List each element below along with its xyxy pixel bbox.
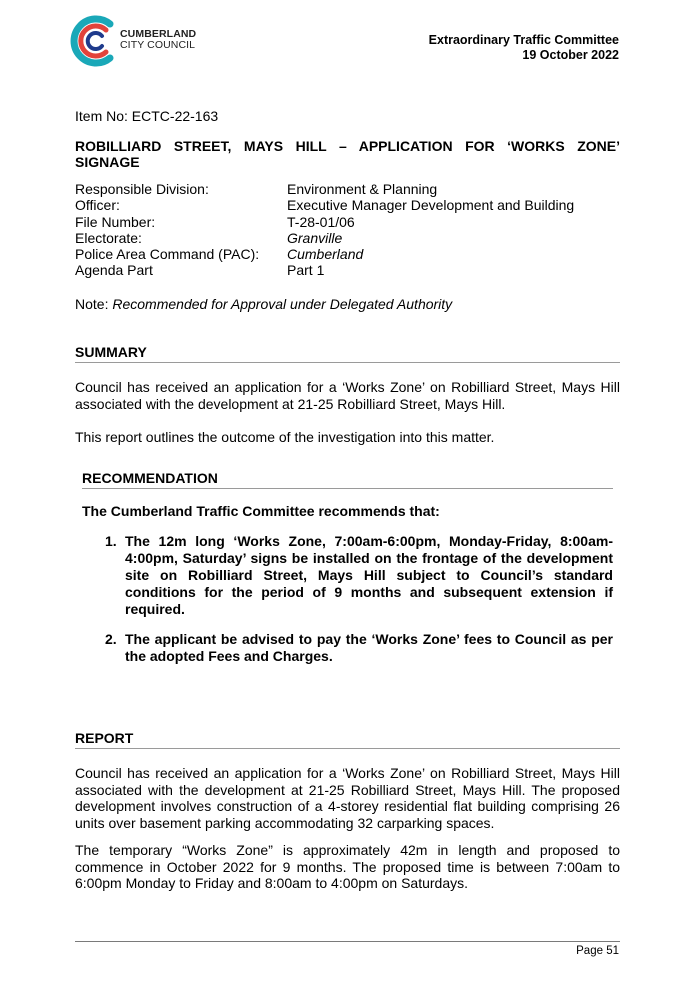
title-line2: SIGNAGE xyxy=(75,154,140,170)
summary-paragraph: Council has received an application for a ‘Works Zone’ on Robilliard Street, Mays Hill associated with the development at 21-25 Robilliard Street, Mays Hill. xyxy=(75,379,620,412)
recommendation-text: The 12m long ‘Works Zone, 7:00am-6:00pm, Monday-Friday, 8:00am-4:00pm, Saturday’ signs be installed on the frontage of the development site on Robilliard Street, Mays Hill subject to Council’s standard conditions for the period of 9 months and subsequent extension if required. xyxy=(125,533,613,617)
committee-name: Extraordinary Traffic Committee xyxy=(428,33,619,47)
note xyxy=(75,296,452,312)
meta-label: Responsible Division: xyxy=(75,181,209,197)
recommendation-heading: RECOMMENDATION xyxy=(82,470,613,489)
logo-line1: CUMBERLAND xyxy=(120,28,197,40)
summary-heading: SUMMARY xyxy=(75,344,620,363)
meta-value: T-28-01/06 xyxy=(287,213,355,230)
recommendation-number: 2. xyxy=(105,631,117,647)
note-label: Note: xyxy=(75,296,109,312)
meta-row xyxy=(75,246,574,262)
meta-label: Officer: xyxy=(75,197,120,214)
summary-paragraph: This report outlines the outcome of the investigation into this matter. xyxy=(75,429,495,445)
council-logo-text xyxy=(120,29,196,51)
recommendation-item xyxy=(105,631,613,665)
meta-value: Cumberland xyxy=(287,246,364,263)
header-meeting-info xyxy=(429,33,619,63)
meta-label: Electorate: xyxy=(75,229,142,246)
note-text: Recommended for Approval under Delegated Authority xyxy=(112,296,453,312)
meta-row xyxy=(75,262,574,278)
meta-label: Agenda Part xyxy=(75,262,153,279)
report-title xyxy=(75,138,620,170)
meeting-date: 19 October 2022 xyxy=(522,48,619,62)
recommendation-item xyxy=(105,533,613,618)
item-number: Item No: ECTC-22-163 xyxy=(75,108,219,124)
meta-label: Police Area Command (PAC): xyxy=(75,246,260,263)
meta-value: Environment & Planning xyxy=(287,181,438,197)
report-heading: REPORT xyxy=(75,730,620,749)
meta-row xyxy=(75,181,574,197)
footer-divider xyxy=(75,941,620,942)
title-line1: ROBILLIARD STREET, MAYS HILL – APPLICATION FOR ‘WORKS ZONE’ xyxy=(75,138,620,154)
recommendation-number: 1. xyxy=(105,533,117,549)
meta-row xyxy=(75,197,574,213)
meta-row xyxy=(75,230,574,246)
page-number: Page 51 xyxy=(576,945,619,957)
council-logo xyxy=(66,14,206,68)
logo-line2: CITY COUNCIL xyxy=(120,39,196,51)
recommendation-intro: The Cumberland Traffic Committee recommends that: xyxy=(82,503,440,519)
council-logo-icon xyxy=(66,14,118,68)
meta-value: Executive Manager Development and Building xyxy=(287,197,575,214)
meta-value: Part 1 xyxy=(287,262,325,279)
report-paragraph: Council has received an application for a ‘Works Zone’ on Robilliard Street, Mays Hill associated with the development at 21-25 Robilliard Street, Mays Hill. The proposed development involves construction of a 4-storey residential flat building comprising 26 units over basement parking accommodating 32 carparking spaces. xyxy=(75,765,620,831)
report-paragraph: The temporary “Works Zone” is approximately 42m in length and proposed to commence in October 2022 for 9 months. The proposed time is between 7:00am to 6:00pm Monday to Friday and 8:00am to 4:00pm on Saturdays. xyxy=(75,842,620,891)
report-metadata xyxy=(75,181,574,279)
recommendation-text: The applicant be advised to pay the ‘Works Zone’ fees to Council as per the adopted Fees and Charges. xyxy=(125,631,613,664)
meta-value: Granville xyxy=(287,229,343,246)
meta-row xyxy=(75,214,574,230)
meta-label: File Number: xyxy=(75,213,156,230)
